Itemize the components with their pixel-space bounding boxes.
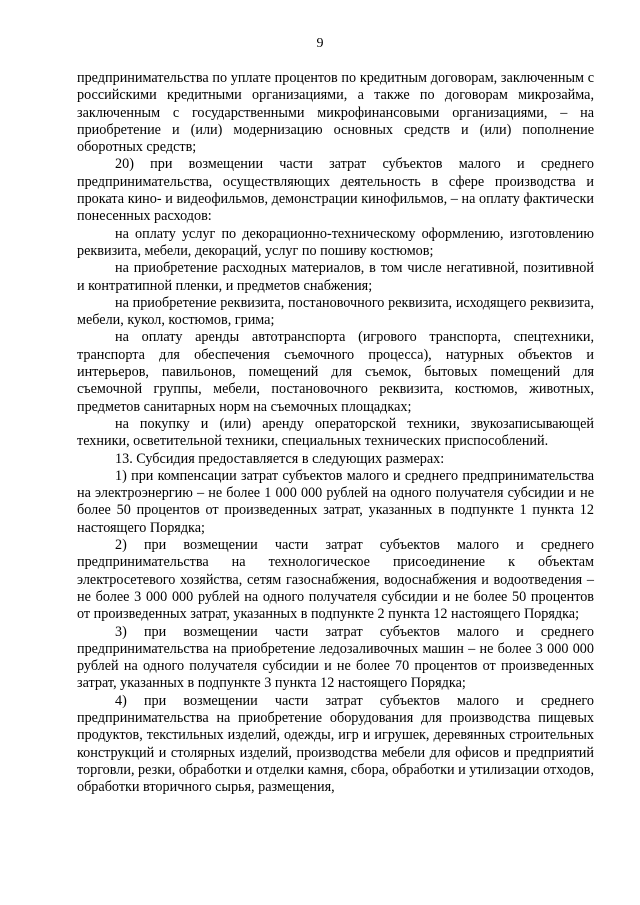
paragraph: 20) при возмещении части затрат субъектов малого и среднего предпринимательства, осуществляющих деятельность в сфере производства и проката кино- и видеофильмов, демонстрации кинофильмов, – на оплату фактически понесенных расходов: (77, 156, 594, 225)
page-number: 9 (316, 36, 324, 51)
section-heading: 13. Субсидия предоставляется в следующих размерах: (115, 450, 445, 467)
paragraph: на покупку и (или) аренду операторской техники, звукозаписывающей техники, осветительной техники, специальных технических приспособлений. (77, 415, 594, 450)
paragraph: 1) при компенсации затрат субъектов малого и среднего предпринимательства на электроэнергию – не более 1 000 000 рублей на одного получателя субсидии и не более 50 процентов от произведенных затрат, указанных в подпункте 1 пункта 12 настоящего Порядка; (77, 467, 594, 536)
paragraph: на приобретение реквизита, постановочного реквизита, исходящего реквизита, мебели, кукол, костюмов, грима; (77, 294, 594, 329)
paragraph: на оплату услуг по декорационно-техническому оформлению, изготовлению реквизита, мебели, декораций, услуг по пошиву костюмов; (77, 225, 594, 259)
paragraph: на приобретение расходных материалов, в том числе негативной, позитивной и контратипной пленки, и предметов снабжения; (77, 260, 594, 294)
document-body (77, 70, 594, 796)
paragraph: 2) при возмещении части затрат субъектов малого и среднего предпринимательства на технологическое присоединение к объектам электросетевого хозяйства, сетям газоснабжения, водоснабжения и водоотведения – не более 3 000 000 рублей на одного получателя субсидии и не более 50 процентов от произведенных затрат, указанных в подпункте 2 пункта 12 настоящего Порядка; (77, 537, 594, 623)
paragraph: предпринимательства по уплате процентов по кредитным договорам, заключенным с российскими кредитными организациями, а также по договорам микрозайма, заключенным с государственными микрофинансовыми организациями, – на приобретение и (или) модернизацию основных средств и (или) пополнение оборотных средств; (77, 70, 594, 156)
paragraph: 3) при возмещении части затрат субъектов малого и среднего предпринимательства на приобретение ледозаливочных машин – не более 3 000 000 рублей на одного получателя субсидии и не более 70 процентов от произведенных затрат, указанных в подпункте 3 пункта 12 настоящего Порядка; (77, 623, 594, 692)
paragraph: на оплату аренды автотранспорта (игрового транспорта, спецтехники, транспорта для обеспечения съемочного процесса), натурных объектов и интерьеров, павильонов, помещений для съемок, бытовых помещений для съемочной группы, мебели, постановочного реквизита, костюмов, животных, предметов санитарных норм на съемочных площадках; (77, 329, 594, 415)
paragraph: 4) при возмещении части затрат субъектов малого и среднего предпринимательства на приобретение оборудования для производства пищевых продуктов, текстильных изделий, одежды, игр и игрушек, деревянных строительных конструкций и столярных изделий, производства мебели для офисов и предприятий торговли, резки, обработки и отделки камня, сбора, обработки и утилизации отходов, обработки вторичного сырья, размещения, (77, 692, 594, 796)
